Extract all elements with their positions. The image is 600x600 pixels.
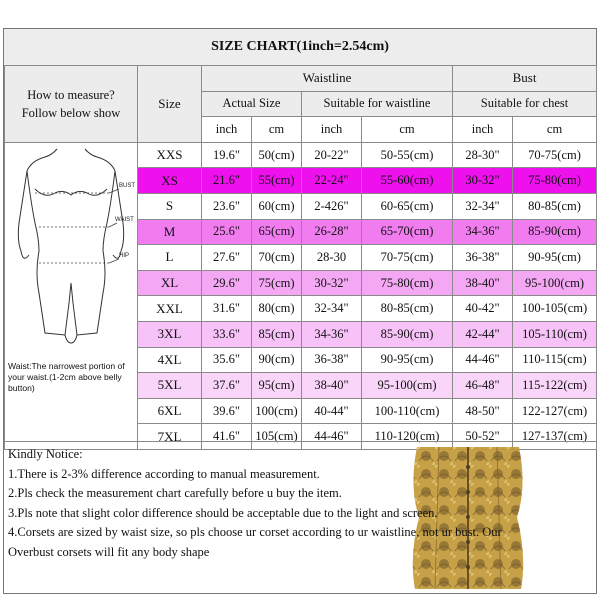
cell-bust-cm: 75-80(cm) (513, 168, 597, 194)
cell-waist-cm: 110-120(cm) (362, 424, 453, 450)
cell-waist-inch: 28-30 (302, 245, 362, 271)
cell-actual-cm: 100(cm) (252, 398, 302, 424)
size-chart-table (4, 65, 597, 450)
cell-bust-inch: 34-36" (453, 219, 513, 245)
cell-bust-inch: 42-44" (453, 321, 513, 347)
notice-line: 3.Pls note that slight color difference should be acceptable due to the light and screen. (8, 505, 438, 520)
cell-size: XL (138, 270, 202, 296)
cell-bust-cm: 105-110(cm) (513, 321, 597, 347)
cell-actual-inch: 31.6" (202, 296, 252, 322)
cell-size: S (138, 193, 202, 219)
waist-note: Waist:The narrowest portion of your waist.(1-2cm above belly button) (8, 360, 125, 393)
cell-waist-cm: 50-55(cm) (362, 142, 453, 168)
unit-cm-header: cm (513, 117, 597, 143)
cell-actual-cm: 70(cm) (252, 245, 302, 271)
waistline-header: Waistline (202, 66, 453, 92)
cell-waist-cm: 65-70(cm) (362, 219, 453, 245)
cell-size: 6XL (138, 398, 202, 424)
cell-bust-cm: 110-115(cm) (513, 347, 597, 373)
cell-bust-inch: 36-38" (453, 245, 513, 271)
cell-size: 5XL (138, 373, 202, 399)
cell-size: 7XL (138, 424, 202, 450)
cell-bust-inch: 28-30" (453, 142, 513, 168)
notice-line: 2.Pls check the measurement chart carefully before u buy the item. (8, 486, 342, 501)
bust-label: BUST (119, 182, 136, 189)
cell-bust-inch: 46-48" (453, 373, 513, 399)
hip-label: HIP (119, 252, 130, 259)
cell-bust-cm: 90-95(cm) (513, 245, 597, 271)
cell-actual-cm: 80(cm) (252, 296, 302, 322)
cell-bust-cm: 115-122(cm) (513, 373, 597, 399)
notice-line: 1.There is 2-3% difference according to manual measurement. (8, 466, 320, 481)
cell-actual-inch: 23.6" (202, 193, 252, 219)
cell-waist-cm: 70-75(cm) (362, 245, 453, 271)
cell-waist-cm: 100-110(cm) (362, 398, 453, 424)
cell-waist-inch: 34-36" (302, 321, 362, 347)
cell-waist-cm: 90-95(cm) (362, 347, 453, 373)
unit-inch-header: inch (202, 117, 252, 143)
cell-waist-cm: 55-60(cm) (362, 168, 453, 194)
cell-actual-inch: 21.6" (202, 168, 252, 194)
cell-actual-cm: 85(cm) (252, 321, 302, 347)
cell-size: L (138, 245, 202, 271)
cell-size: XXL (138, 296, 202, 322)
table-row (5, 142, 597, 168)
cell-waist-inch: 30-32" (302, 270, 362, 296)
cell-actual-inch: 37.6" (202, 373, 252, 399)
cell-actual-inch: 35.6" (202, 347, 252, 373)
cell-actual-cm: 60(cm) (252, 193, 302, 219)
size-chart-sheet (3, 28, 597, 594)
bust-header: Bust (453, 66, 597, 92)
figure-cell (5, 142, 138, 449)
unit-inch-header: inch (453, 117, 513, 143)
how-to-measure-line-1: How to measure? (27, 87, 115, 102)
cell-waist-inch: 32-34" (302, 296, 362, 322)
cell-size: 4XL (138, 347, 202, 373)
cell-waist-inch: 2-426" (302, 193, 362, 219)
body-outline-icon (5, 143, 138, 358)
cell-waist-cm: 75-80(cm) (362, 270, 453, 296)
cell-actual-cm: 55(cm) (252, 168, 302, 194)
cell-waist-cm: 60-65(cm) (362, 193, 453, 219)
cell-waist-inch: 20-22" (302, 142, 362, 168)
cell-waist-inch: 26-28" (302, 219, 362, 245)
cell-actual-cm: 50(cm) (252, 142, 302, 168)
cell-actual-cm: 65(cm) (252, 219, 302, 245)
cell-actual-cm: 90(cm) (252, 347, 302, 373)
cell-bust-cm: 95-100(cm) (513, 270, 597, 296)
cell-waist-cm: 85-90(cm) (362, 321, 453, 347)
cell-actual-inch: 39.6" (202, 398, 252, 424)
cell-actual-inch: 41.6" (202, 424, 252, 450)
cell-bust-cm: 80-85(cm) (513, 193, 597, 219)
body-measure-figure (5, 143, 138, 448)
notice-line: 4.Corsets are sized by waist size, so pls choose ur corset according to ur waistline, not ur bust. Our (8, 525, 502, 540)
cell-actual-inch: 33.6" (202, 321, 252, 347)
unit-cm-header: cm (252, 117, 302, 143)
cell-actual-inch: 25.6" (202, 219, 252, 245)
cell-actual-cm: 75(cm) (252, 270, 302, 296)
size-column-header: Size (138, 66, 202, 143)
cell-bust-inch: 32-34" (453, 193, 513, 219)
cell-bust-inch: 38-40" (453, 270, 513, 296)
cell-bust-cm: 100-105(cm) (513, 296, 597, 322)
cell-bust-cm: 70-75(cm) (513, 142, 597, 168)
cell-waist-cm: 80-85(cm) (362, 296, 453, 322)
cell-actual-inch: 19.6" (202, 142, 252, 168)
cell-waist-inch: 40-44" (302, 398, 362, 424)
cell-size: XXS (138, 142, 202, 168)
actual-size-header: Actual Size (202, 91, 302, 117)
cell-actual-cm: 95(cm) (252, 373, 302, 399)
how-to-measure-line-2: Follow below show (21, 105, 121, 120)
cell-actual-inch: 29.6" (202, 270, 252, 296)
cell-actual-cm: 105(cm) (252, 424, 302, 450)
cell-bust-inch: 40-42" (453, 296, 513, 322)
chart-title: SIZE CHART(1inch=2.54cm) (4, 29, 596, 66)
cell-bust-cm: 127-137(cm) (513, 424, 597, 450)
cell-actual-inch: 27.6" (202, 245, 252, 271)
how-to-measure-heading (5, 66, 138, 143)
cell-size: 3XL (138, 321, 202, 347)
cell-bust-cm: 122-127(cm) (513, 398, 597, 424)
unit-cm-header: cm (362, 117, 453, 143)
suitable-chest-header: Suitable for chest (453, 91, 597, 117)
cell-waist-inch: 22-24" (302, 168, 362, 194)
cell-bust-inch: 44-46" (453, 347, 513, 373)
waist-label: WAIST (115, 216, 134, 223)
unit-inch-header: inch (302, 117, 362, 143)
notice-line: Overbust corsets will fit any body shape (8, 544, 210, 559)
cell-bust-cm: 85-90(cm) (513, 219, 597, 245)
cell-bust-inch: 48-50" (453, 398, 513, 424)
cell-bust-inch: 30-32" (453, 168, 513, 194)
cell-bust-inch: 50-52" (453, 424, 513, 450)
cell-size: XS (138, 168, 202, 194)
cell-size: M (138, 219, 202, 245)
cell-waist-inch: 38-40" (302, 373, 362, 399)
cell-waist-inch: 44-46" (302, 424, 362, 450)
notice-line: Kindly Notice: (8, 447, 83, 461)
cell-waist-cm: 95-100(cm) (362, 373, 453, 399)
suitable-waist-header: Suitable for waistline (302, 91, 453, 117)
cell-waist-inch: 36-38" (302, 347, 362, 373)
